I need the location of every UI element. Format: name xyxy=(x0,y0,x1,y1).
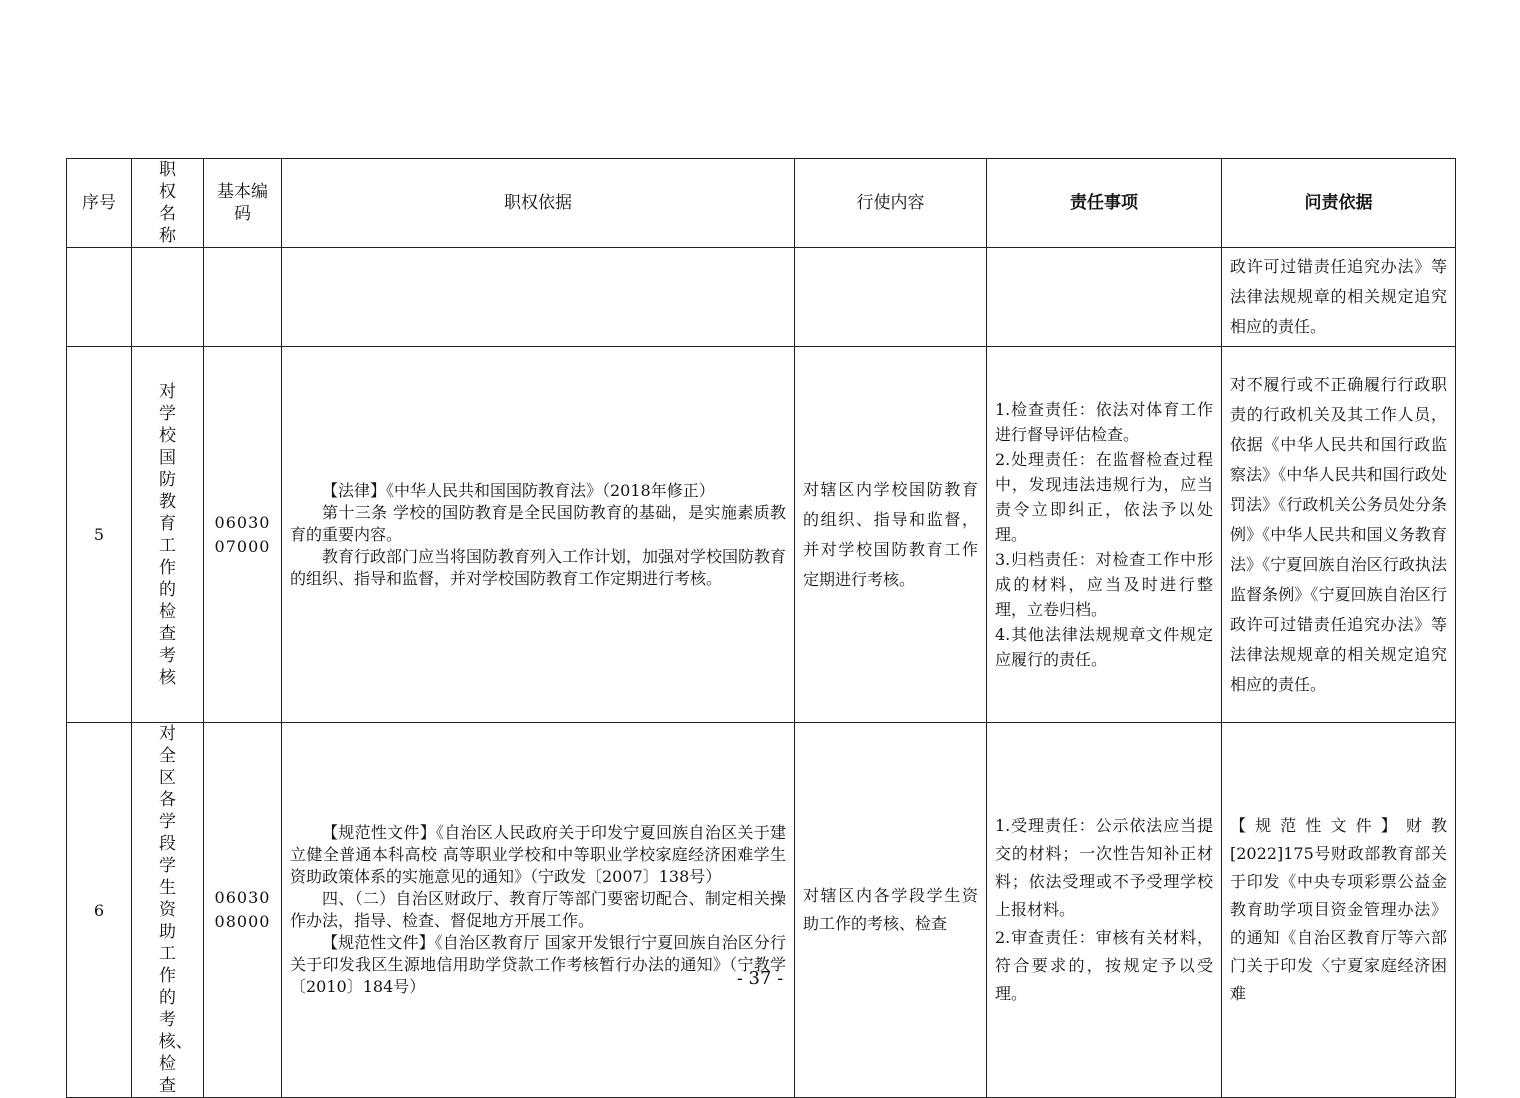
row5-code-line2: 07000 xyxy=(214,536,271,556)
row6-accountability: 【规范性文件】财教[2022]175号财政部教育部关于印发《中央专项彩票公益金教育助学项目资金管理办法》的通知《自治区教育厅等六部门关于印发〈宁夏家庭经济困难 xyxy=(1222,723,1456,1098)
row5-accountability: 对不履行或不正确履行行政职责的行政机关及其工作人员，依据《中华人民共和国行政监察法》《中华人民共和国行政处罚法》《行政机关公务员处分条例》《中华人民共和国义务教育法》《宁夏回族自治区行政执法监督条例》《宁夏回族自治区行政许可过错责任追究办法》等法律法规规章的相关规定追究相应的责任。 xyxy=(1222,347,1456,723)
table-row-5 xyxy=(67,347,1456,723)
row5-name: 对学校国防教育工作的检查考核 xyxy=(132,347,204,723)
cell-empty xyxy=(987,248,1222,347)
header-name: 职权名称 xyxy=(132,159,204,248)
row5-content: 对辖区内学校国防教育的组织、指导和监督，并对学校国防教育工作定期进行考核。 xyxy=(795,347,987,723)
cell-empty xyxy=(204,248,282,347)
row6-code xyxy=(204,723,282,1098)
row5-seq: 5 xyxy=(67,347,132,723)
page-number: - 37 - xyxy=(736,968,784,989)
row5-duty-item: 4.其他法律法规规章文件规定应履行的责任。 xyxy=(995,625,1213,669)
row5-duty xyxy=(987,347,1222,723)
cell-empty xyxy=(282,248,795,347)
row5-basis-line: 第十三条 学校的国防教育是全民国防教育的基础，是实施素质教育的重要内容。 xyxy=(290,502,786,544)
cell-empty xyxy=(67,248,132,347)
row6-name: 对全区各学段学生资助工作的考核、检查 xyxy=(132,723,204,1098)
table-row-continued xyxy=(67,248,1456,347)
row5-duty-item: 1.检查责任：依法对体育工作进行督导评估检查。 xyxy=(995,400,1213,444)
header-code: 基本编码 xyxy=(204,159,282,248)
row6-duty xyxy=(987,723,1222,1098)
row5-code-line1: 06030 xyxy=(214,512,271,532)
row5-code xyxy=(204,347,282,723)
cell-empty xyxy=(795,248,987,347)
table-row-6 xyxy=(67,723,1456,1098)
cont-accountability: 政许可过错责任追究办法》等法律法规规章的相关规定追究相应的责任。 xyxy=(1222,248,1456,347)
row6-content: 对辖区内各学段学生资助工作的考核、检查 xyxy=(795,723,987,1098)
header-content: 行使内容 xyxy=(795,159,987,248)
table-header-row xyxy=(67,159,1456,248)
row5-basis-line: 【法律】《中华人民共和国国防教育法》（2018年修正） xyxy=(322,480,715,500)
header-accountability: 问责依据 xyxy=(1222,159,1456,248)
row6-duty-item: 1.受理责任：公示依法应当提交的材料；一次性告知补正材料；依法受理或不予受理学校上报材料。 xyxy=(995,816,1213,919)
row6-basis-line: 【规范性文件】《自治区教育厅 国家开发银行宁夏回族自治区分行关于印发我区生源地信用助学贷款工作考核暂行办法的通知》（宁教学〔2010〕184号） xyxy=(290,933,786,996)
row6-code-line2: 08000 xyxy=(214,912,271,931)
header-basis: 职权依据 xyxy=(282,159,795,248)
row5-duty-item: 3.归档责任：对检查工作中形成的材料，应当及时进行整理，立卷归档。 xyxy=(995,550,1213,619)
row5-basis xyxy=(282,347,795,723)
duty-table xyxy=(66,158,1456,1098)
row6-code-line1: 06030 xyxy=(214,888,271,907)
row6-basis xyxy=(282,723,795,1098)
row5-duty-item: 2.处理责任：在监督检查过程中，发现违法违规行为，应当责令立即纠正，依法予以处理。 xyxy=(995,450,1213,544)
cell-empty xyxy=(132,248,204,347)
row6-basis-line: 四、（二）自治区财政厅、教育厅等部门要密切配合、制定相关操作办法，指导、检查、督促地方开展工作。 xyxy=(290,889,786,930)
header-duty: 责任事项 xyxy=(987,159,1222,248)
row6-duty-item: 2.审查责任：审核有关材料，符合要求的，按规定予以受理。 xyxy=(995,928,1213,1003)
row6-basis-line: 【规范性文件】《自治区人民政府关于印发宁夏回族自治区关于建立健全普通本科高校 高等职业学校和中等职业学校家庭经济困难学生资助政策体系的实施意见的通知》（宁政发〔2007〕138号） xyxy=(290,823,786,886)
row6-seq: 6 xyxy=(67,723,132,1098)
header-seq: 序号 xyxy=(67,159,132,248)
row5-basis-line: 教育行政部门应当将国防教育列入工作计划，加强对学校国防教育的组织、指导和监督，并对学校国防教育工作定期进行考核。 xyxy=(290,546,787,588)
